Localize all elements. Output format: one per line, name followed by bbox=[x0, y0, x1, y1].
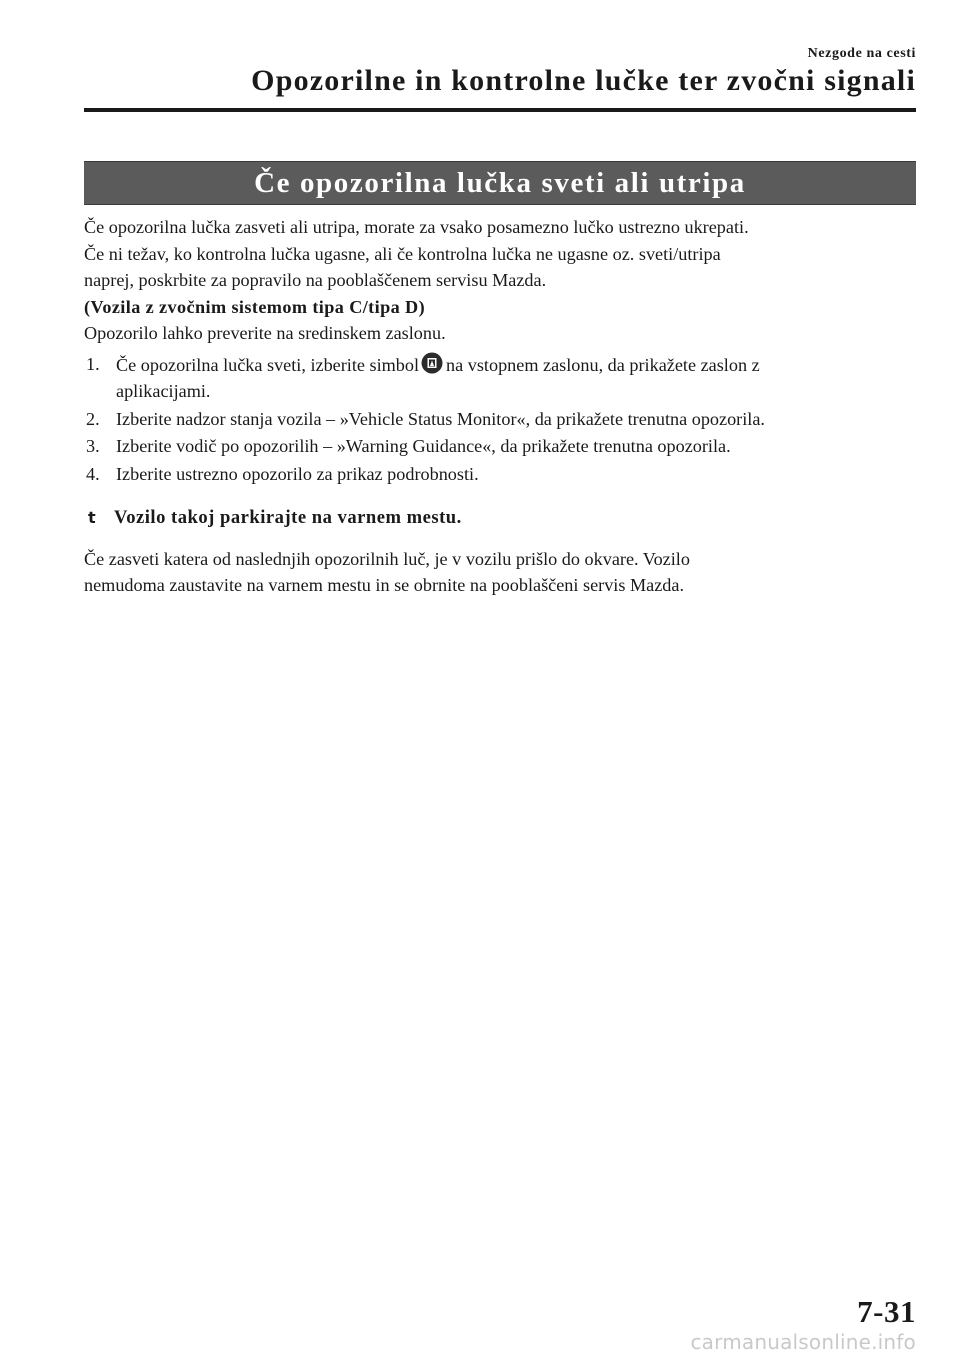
step-text: Izberite ustrezno opozorilo za prikaz podrobnosti. bbox=[116, 463, 479, 484]
step-text: Izberite nadzor stanja vozila – »Vehicle Status Monitor«, da prikažete trenutna opozorila. bbox=[116, 408, 765, 429]
step-number: 2. bbox=[86, 408, 100, 429]
content-body bbox=[84, 214, 916, 599]
intro-line-2: Če ni težav, ko kontrolna lučka ugasne, ali če kontrolna lučka ne ugasne oz. sveti/utripa bbox=[84, 243, 721, 264]
step-text: Izberite vodič po opozorilih – »Warning Guidance«, da prikažete trenutna opozorila. bbox=[116, 436, 731, 456]
step-number: 3. bbox=[86, 436, 100, 456]
step-text-continued: na vstopnem zaslonu, da prikažete zaslon z bbox=[446, 354, 760, 375]
intro-line-1: Če opozorilna lučka zasveti ali utripa, morate za vsako posamezno lučko ustrezno ukrepati. bbox=[84, 217, 749, 237]
page-number: 7-31 bbox=[857, 1294, 916, 1329]
watermark: carmanualsonline.info bbox=[690, 1330, 916, 1354]
list-item bbox=[84, 461, 916, 488]
section-title: Če opozorilna lučka sveti ali utripa bbox=[254, 166, 746, 199]
page-header-title: Opozorilne in kontrolne lučke ter zvočni signali bbox=[251, 64, 916, 97]
header-rule bbox=[84, 108, 916, 112]
subheading bbox=[84, 505, 916, 532]
chapter-label: Nezgode na cesti bbox=[807, 46, 916, 61]
closing-line-1: Če zasveti katera od naslednjih opozorilnih luč, je v vozilu prišlo do okvare. Vozilo bbox=[84, 548, 690, 569]
list-item bbox=[84, 433, 916, 460]
step-text-line-2: aplikacijami. bbox=[116, 381, 211, 401]
applications-icon bbox=[421, 351, 443, 375]
check-display-text: Opozorilo lahko preverite na sredinskem zaslonu. bbox=[84, 323, 446, 343]
steps-list bbox=[84, 351, 916, 488]
step-number: 4. bbox=[86, 463, 100, 484]
bullet-marker: t bbox=[88, 508, 97, 527]
list-item bbox=[84, 351, 916, 405]
subheading-text: Vozilo takoj parkirajte na varnem mestu. bbox=[114, 507, 462, 528]
step-text: Če opozorilna lučka sveti, izberite simbol bbox=[116, 354, 420, 375]
closing-line-2: nemudoma zaustavite na varnem mestu in se obrnite na pooblaščeni servis Mazda. bbox=[84, 575, 685, 595]
step-number: 1. bbox=[86, 353, 100, 374]
audio-system-note: (Vozila z zvočnim sistemom tipa C/tipa D) bbox=[84, 296, 426, 317]
section-banner bbox=[84, 161, 916, 205]
intro-line-3: naprej, poskrbite za popravilo na pooblaščenem servisu Mazda. bbox=[84, 270, 547, 290]
list-item bbox=[84, 406, 916, 433]
